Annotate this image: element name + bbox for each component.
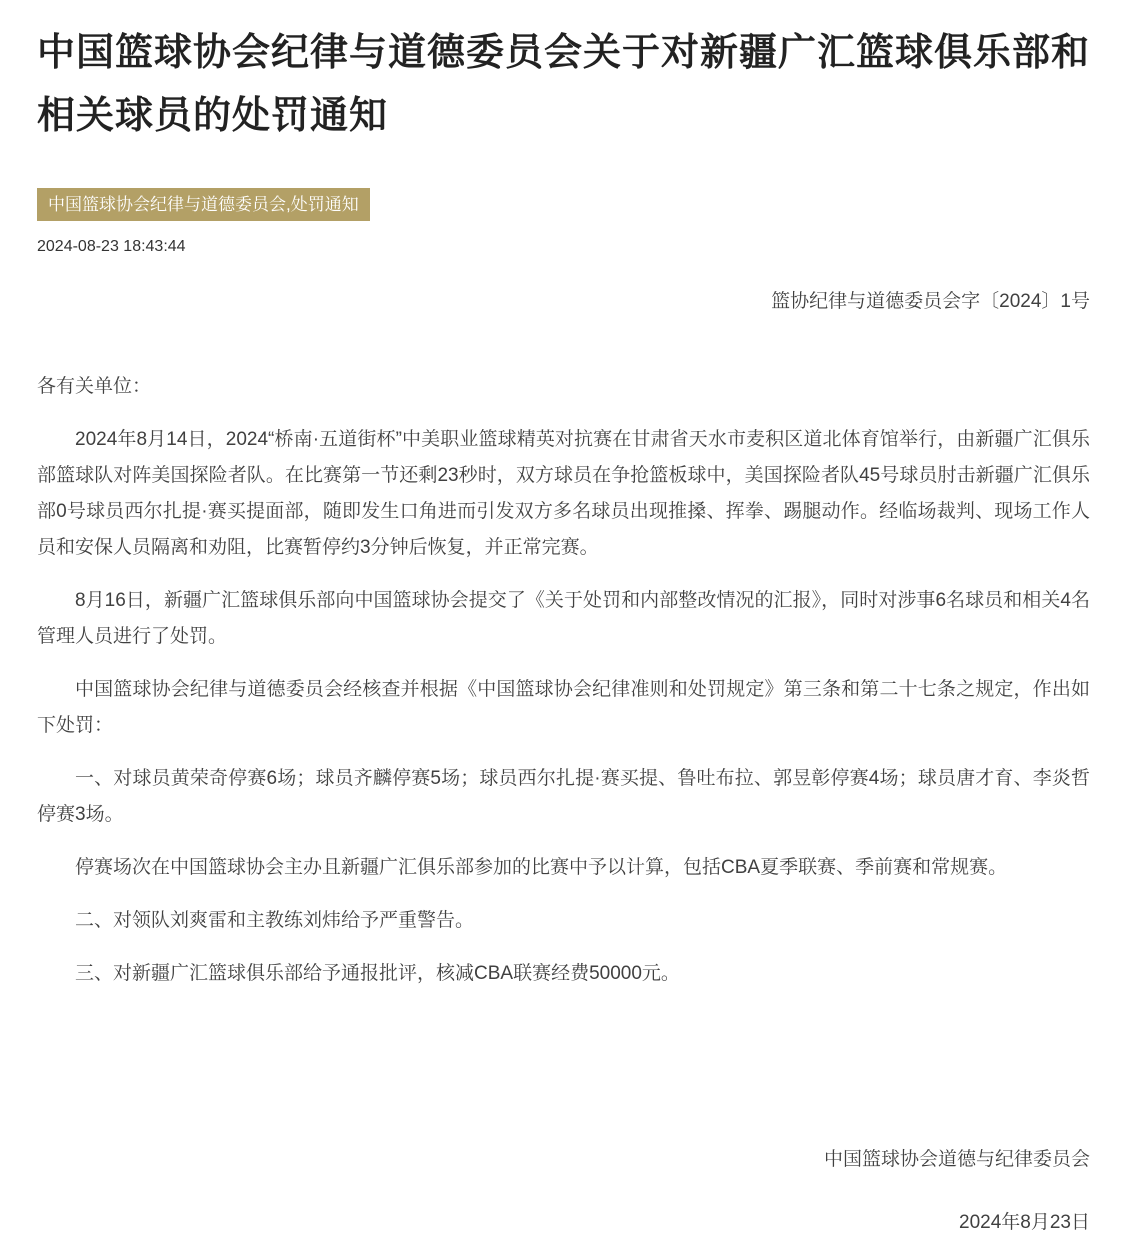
paragraph-penalty-item-3: 三、对新疆广汇篮球俱乐部给予通报批评，核减CBA联赛经费50000元。: [75, 963, 680, 984]
paragraph-ruling-basis: 中国篮球协会纪律与道德委员会经核查并根据《中国篮球协会纪律准则和处罚规定》第三条和第二十七条之规定，作出如下处罚：: [37, 679, 1090, 736]
paragraph-club-report: 8月16日，新疆广汇篮球俱乐部向中国篮球协会提交了《关于处罚和内部整改情况的汇报》，同时对涉事6名球员和相关4名管理人员进行了处罚。: [37, 590, 1090, 647]
page-title: 中国篮球协会纪律与道德委员会关于对新疆广汇篮球俱乐部和相关球员的处罚通知: [37, 32, 1091, 137]
salutation: 各有关单位：: [37, 376, 152, 397]
article-tag-badge[interactable]: 中国篮球协会纪律与道德委员会,处罚通知: [37, 188, 370, 221]
paragraph-suspension-scope: 停赛场次在中国篮球协会主办且新疆广汇俱乐部参加的比赛中予以计算，包括CBA夏季联赛、季前赛和常规赛。: [75, 857, 1008, 878]
paragraph-penalty-item-2: 二、对领队刘爽雷和主教练刘炜给予严重警告。: [75, 910, 475, 931]
signature-date: 2024年8月23日: [959, 1212, 1090, 1233]
document-number: 篮协纪律与道德委员会字〔2024〕1号: [771, 291, 1090, 312]
tag-row: [37, 188, 1090, 221]
publish-timestamp: 2024-08-23 18:43:44: [37, 238, 186, 255]
paragraph-penalty-item-1: 一、对球员黄荣奇停赛6场；球员齐麟停赛5场；球员西尔扎提·赛买提、鲁吐布拉、郭昱彰停赛4场；球员唐才育、李炎哲停赛3场。: [37, 768, 1090, 825]
signature-block: [37, 1144, 1090, 1234]
signature-committee: 中国篮球协会道德与纪律委员会: [823, 1149, 1090, 1170]
document-body: [37, 369, 1090, 992]
paragraph-incident: 2024年8月14日，2024“桥南·五道街杯”中美职业篮球精英对抗赛在甘肃省天水市麦积区道北体育馆举行，由新疆广汇俱乐部篮球队对阵美国探险者队。在比赛第一节还剩23秒时，双方球员在争抢篮板球中，美国探险者队45号球员肘击新疆广汇俱乐部0号球员西尔扎提·赛买提面部，随即发生口角进而引发双方多名球员出现推搡、挥拳、踢腿动作。经临场裁判、现场工作人员和安保人员隔离和劝阻，比赛暂停约3分钟后恢复，并正常完赛。: [37, 429, 1090, 558]
